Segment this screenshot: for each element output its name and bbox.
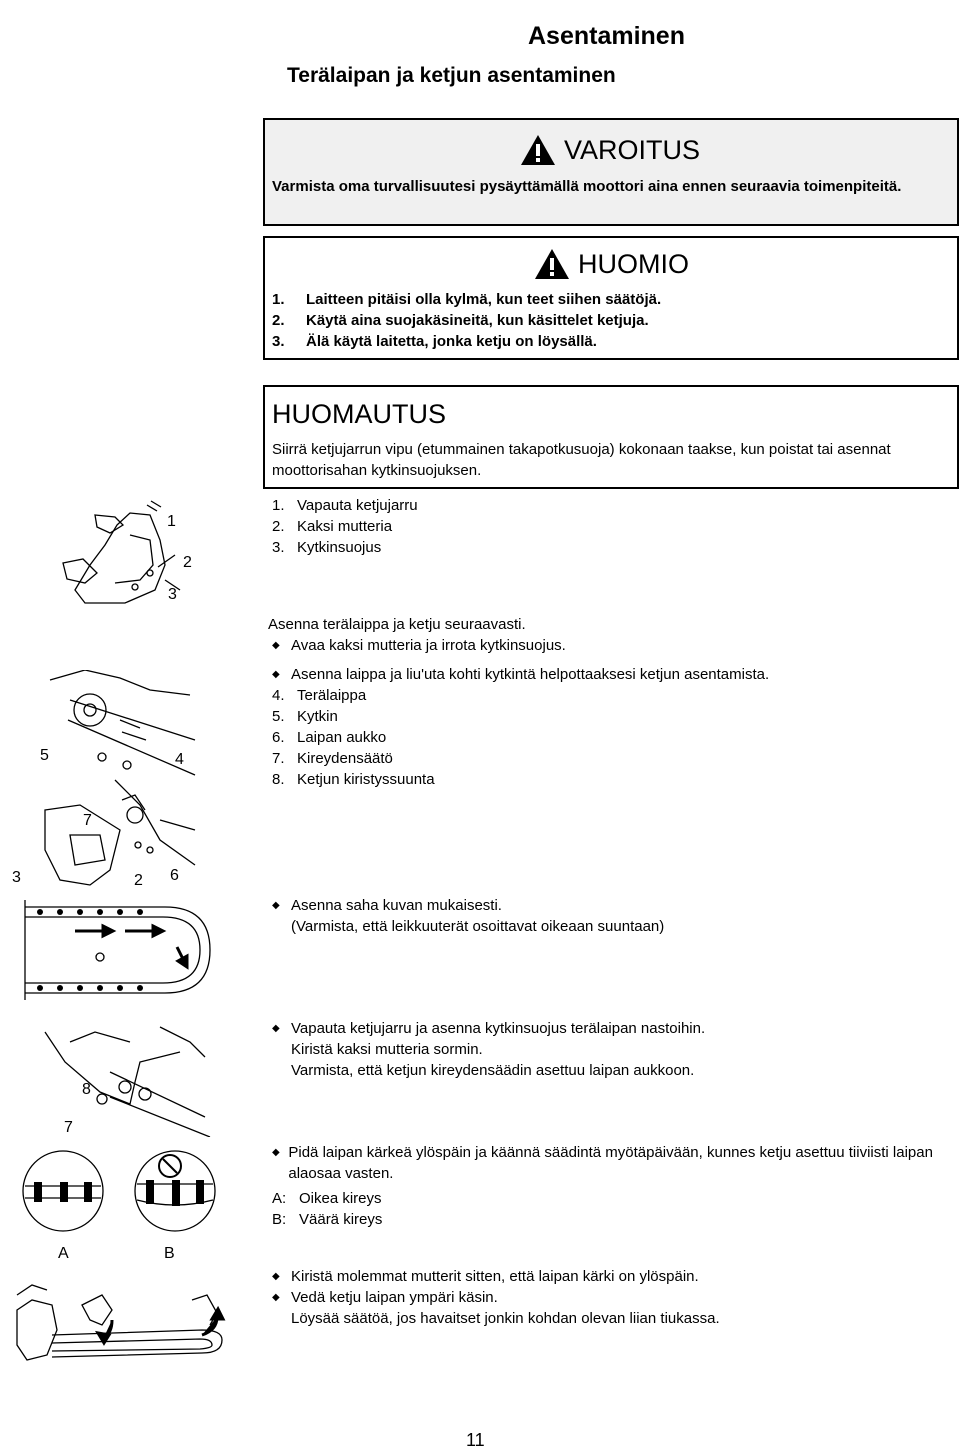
item-number: 5. <box>272 708 285 725</box>
figure-label: 7 <box>83 812 92 829</box>
bullet-icon: ◆ <box>272 900 280 911</box>
figure-label: 1 <box>167 513 176 530</box>
warning-text: Varmista oma turvallisuutesi pysäyttämällä moottori aina ennen seuraavia toimenpiteitä. <box>272 178 902 195</box>
figure-label: B <box>164 1245 175 1262</box>
figure-label: 4 <box>175 751 184 768</box>
figure-label: 2 <box>134 872 143 889</box>
bullet-item <box>268 1287 720 1308</box>
item-number: 7. <box>272 750 285 767</box>
figure-label: 8 <box>82 1081 91 1098</box>
item-number: 2. <box>272 518 285 535</box>
list-item <box>272 727 769 748</box>
bullet-item <box>268 1018 705 1039</box>
list-item <box>272 685 769 706</box>
cover-install-illustration <box>40 1022 215 1137</box>
list-item <box>272 495 418 516</box>
item-number: 1. <box>272 497 285 514</box>
bullet-icon: ◆ <box>272 1023 280 1034</box>
item-text: Älä käytä laitetta, jonka ketju on löysällä. <box>306 333 597 350</box>
bullet-icon: ◆ <box>272 1271 280 1282</box>
bullet-text: Vapauta ketjujarru ja asenna kytkinsuojus terälaipan nastoihin. <box>291 1020 706 1037</box>
step1-part-list <box>272 495 418 558</box>
bullet-icon: ◆ <box>272 1147 280 1158</box>
section-title: Asentaminen <box>528 22 685 50</box>
caution-title: HUOMIO <box>578 248 689 279</box>
bullet-text: Kiristä molemmat mutterit sitten, että laipan kärki on ylöspäin. <box>291 1268 699 1285</box>
warning-title: VAROITUS <box>564 134 701 165</box>
item-text: Kytkinsuojus <box>297 539 382 556</box>
figure-label: 3 <box>168 586 177 603</box>
caution-triangle-icon <box>534 248 570 280</box>
figure-label: A <box>58 1245 69 1262</box>
bullet-text: Asenna saha kuvan mukaisesti. <box>291 897 502 914</box>
chain-tension-illustration <box>20 1148 220 1263</box>
bar-clutch-illustration <box>10 670 200 890</box>
figure-label: 5 <box>40 747 49 764</box>
step2-text <box>268 664 769 790</box>
note-title: HUOMAUTUS <box>272 399 446 429</box>
step5-text <box>268 1142 938 1230</box>
bullet-text: Pidä laipan kärkeä ylöspäin ja käännä säädintä myötäpäivään, kunnes ketju asettuu tiiviisti laipan alaosaa vasten. <box>288 1144 933 1182</box>
item-text: Terälaippa <box>297 687 367 704</box>
bullet-item <box>268 664 769 685</box>
bullet-text: Avaa kaksi mutteria ja irrota kytkinsuojus. <box>291 637 566 654</box>
item-number: 1. <box>272 291 285 308</box>
note-line: (Varmista, että leikkuuterät osoittavat oikeaan suuntaan) <box>291 918 665 935</box>
list-item <box>272 706 769 727</box>
caution-item <box>272 289 661 310</box>
bullet-icon: ◆ <box>272 1292 280 1303</box>
legend-key: B: <box>272 1211 287 1228</box>
bullet-item <box>268 1142 938 1184</box>
tighten-nuts-illustration <box>12 1275 237 1375</box>
bullet-text: Vedä ketju laipan ympäri käsin. <box>291 1289 498 1306</box>
intro-text: Asenna terälaippa ja ketju seuraavasti. <box>268 616 526 633</box>
chain-direction-illustration <box>15 895 215 1010</box>
bullet-icon: ◆ <box>272 669 280 680</box>
figure-label: 7 <box>64 1119 73 1136</box>
page-number: 11 <box>466 1430 485 1450</box>
item-number: 4. <box>272 687 285 704</box>
bullet-item <box>268 635 566 656</box>
item-text: Kaksi mutteria <box>297 518 393 535</box>
legend-key: A: <box>272 1190 287 1207</box>
item-text: Käytä aina suojakäsineitä, kun käsittelet ketjuja. <box>306 312 649 329</box>
warning-triangle-icon <box>520 134 556 166</box>
brake-release-illustration <box>55 495 205 610</box>
legend-text: Väärä kireys <box>299 1211 383 1228</box>
tension-legend-b <box>268 1209 938 1230</box>
tension-legend-a <box>268 1188 938 1209</box>
caution-item <box>272 331 661 352</box>
item-number: 6. <box>272 729 285 746</box>
caution-item <box>272 310 661 331</box>
item-text: Kireydensäätö <box>297 750 393 767</box>
caution-header <box>534 248 689 280</box>
step3-text <box>268 895 664 937</box>
bullet-text: Asenna laippa ja liu'uta kohti kytkintä helpottaaksesi ketjun asentamista. <box>291 666 770 683</box>
item-number: 8. <box>272 771 285 788</box>
figure-label: 2 <box>183 554 192 571</box>
list-item <box>272 516 418 537</box>
warning-header <box>520 134 700 166</box>
instruction-line: Kiristä kaksi mutteria sormin. <box>291 1041 483 1058</box>
caution-list <box>272 289 661 352</box>
figure-label: 6 <box>170 867 179 884</box>
bullet-item <box>268 895 664 916</box>
legend-text: Oikea kireys <box>299 1190 382 1207</box>
figure-label: 3 <box>12 869 21 886</box>
instruction-line: Löysää säätöä, jos havaitset jonkin kohdan olevan liian tiukassa. <box>291 1310 720 1327</box>
step1-intro <box>268 614 566 656</box>
item-text: Laitteen pitäisi olla kylmä, kun teet siihen säätöjä. <box>306 291 662 308</box>
step4-text <box>268 1018 705 1081</box>
item-number: 2. <box>272 312 285 329</box>
item-text: Ketjun kiristyssuunta <box>297 771 435 788</box>
item-text: Vapauta ketjujarru <box>297 497 418 514</box>
instruction-line: Varmista, että ketjun kireydensäädin asettuu laipan aukkoon. <box>291 1062 695 1079</box>
item-text: Laipan aukko <box>297 729 387 746</box>
item-number: 3. <box>272 333 285 350</box>
bullet-item <box>268 1266 720 1287</box>
bullet-icon: ◆ <box>272 640 280 651</box>
note-text: Siirrä ketjujarrun vipu (etummainen takapotkusuoja) kokonaan taakse, kun poistat tai asennat moottorisahan kytkinsuojuksen. <box>272 441 891 479</box>
item-text: Kytkin <box>297 708 338 725</box>
item-number: 3. <box>272 539 285 556</box>
page-subtitle: Terälaipan ja ketjun asentaminen <box>287 64 616 87</box>
step6-text <box>268 1266 720 1329</box>
list-item <box>272 769 769 790</box>
list-item <box>272 537 418 558</box>
list-item <box>272 748 769 769</box>
